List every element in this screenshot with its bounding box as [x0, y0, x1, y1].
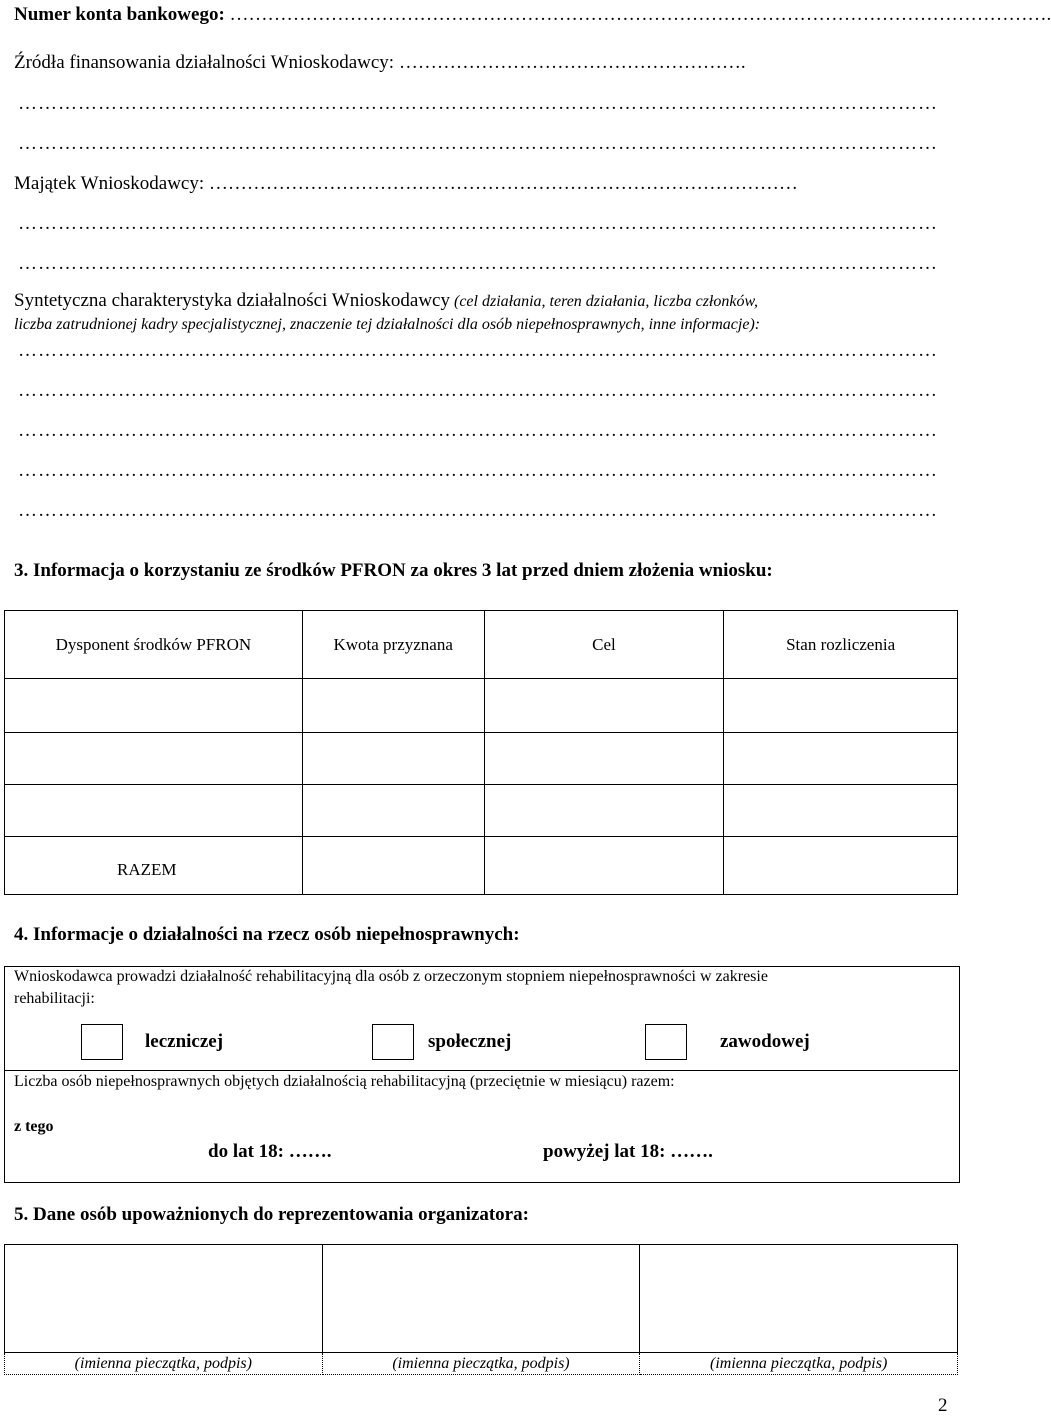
- section4-divider: [4, 1070, 958, 1071]
- table-row: [5, 733, 958, 785]
- table-cell[interactable]: [302, 679, 484, 733]
- funding-row: [14, 52, 746, 74]
- section4-text-1: Wnioskodawca prowadzi działalność rehabilitacyjną dla osób z orzeczonym stopniem niepełnosprawności w zakresie: [14, 968, 768, 985]
- table-cell[interactable]: [302, 837, 484, 895]
- summary-note-1: (cel działania, teren działania, liczba członków,: [453, 293, 758, 310]
- pfron-table: [4, 610, 958, 895]
- section5-heading: 5. Dane osób upoważnionych do reprezentowania organizatora:: [14, 1204, 529, 1225]
- table-cell[interactable]: [484, 785, 724, 837]
- pfron-total-label: RAZEM: [5, 837, 303, 895]
- summary-fill-4[interactable]: …………………………………………………………………………………………………………………………: [18, 460, 938, 481]
- pfron-col-header: Dysponent środków PFRON: [5, 611, 303, 679]
- page-number: 2: [938, 1395, 948, 1416]
- table-cell[interactable]: [302, 733, 484, 785]
- of-which-label: z tego: [14, 1118, 54, 1135]
- funding-fill-3[interactable]: …………………………………………………………………………………………………………………………: [18, 133, 938, 154]
- assets-row: [14, 173, 798, 195]
- zawodowej-label: zawodowej: [720, 1031, 810, 1052]
- pfron-total-row: [5, 837, 958, 895]
- signature-area-row: [5, 1245, 958, 1353]
- table-cell[interactable]: [5, 733, 303, 785]
- signature-area[interactable]: [5, 1245, 323, 1353]
- funding-fill-2[interactable]: …………………………………………………………………………………………………………………………: [18, 93, 938, 114]
- summary-fill-3[interactable]: …………………………………………………………………………………………………………………………: [18, 420, 938, 441]
- table-cell[interactable]: [724, 679, 958, 733]
- signature-caption-row: [5, 1353, 958, 1375]
- bank-account-row: [14, 4, 1051, 26]
- signature-caption: (imienna pieczątka, podpis): [5, 1353, 323, 1375]
- table-cell[interactable]: [724, 837, 958, 895]
- summary-label: Syntetyczna charakterystyka działalności Wnioskodawcy: [14, 290, 450, 311]
- under-18-field[interactable]: do lat 18: …….: [208, 1141, 332, 1162]
- count-label: Liczba osób niepełnosprawnych objętych działalnością rehabilitacyjną (przeciętnie w miesiącu) razem:: [14, 1073, 675, 1090]
- section4-text-2: rehabilitacji:: [14, 990, 95, 1007]
- assets-fill-3[interactable]: …………………………………………………………………………………………………………………………: [18, 253, 938, 274]
- table-cell[interactable]: [724, 785, 958, 837]
- zawodowej-checkbox[interactable]: [645, 1024, 687, 1060]
- pfron-col-header: Kwota przyznana: [302, 611, 484, 679]
- bank-account-fill[interactable]: ………………………………………………………………………………………………………………….: [229, 4, 1051, 25]
- section4-heading: 4. Informacje o działalności na rzecz osób niepełnosprawnych:: [14, 924, 520, 945]
- signatures-table: [4, 1244, 958, 1375]
- summary-fill-5[interactable]: …………………………………………………………………………………………………………………………: [18, 500, 938, 521]
- bank-account-label: Numer konta bankowego:: [14, 4, 225, 25]
- signature-caption: (imienna pieczątka, podpis): [322, 1353, 640, 1375]
- assets-fill-2[interactable]: …………………………………………………………………………………………………………………………: [18, 213, 938, 234]
- assets-label: Majątek Wnioskodawcy:: [14, 173, 205, 194]
- summary-heading-row: [14, 290, 758, 312]
- funding-label: Źródła finansowania działalności Wnioskodawcy:: [14, 52, 395, 73]
- leczniczej-label: leczniczej: [145, 1031, 224, 1052]
- table-cell[interactable]: [484, 733, 724, 785]
- signature-caption: (imienna pieczątka, podpis): [640, 1353, 958, 1375]
- table-cell[interactable]: [484, 837, 724, 895]
- pfron-col-header: Cel: [484, 611, 724, 679]
- table-cell[interactable]: [5, 679, 303, 733]
- assets-fill-1[interactable]: …………………………………………………………………………………: [208, 173, 798, 194]
- table-row: [5, 679, 958, 733]
- table-cell[interactable]: [724, 733, 958, 785]
- over-18-field[interactable]: powyżej lat 18: …….: [543, 1141, 713, 1162]
- summary-fill-1[interactable]: …………………………………………………………………………………………………………………………: [18, 340, 938, 361]
- signature-area[interactable]: [640, 1245, 958, 1353]
- spolecznej-label: społecznej: [428, 1031, 512, 1052]
- table-cell[interactable]: [5, 785, 303, 837]
- table-row: [5, 785, 958, 837]
- section3-heading: 3. Informacja o korzystaniu ze środków PFRON za okres 3 lat przed dniem złożenia wniosku:: [14, 560, 773, 581]
- signature-area[interactable]: [322, 1245, 640, 1353]
- summary-note-2: liczba zatrudnionej kadry specjalistycznej, znaczenie tej działalności dla osób niepełnosprawnych, inne informacje):: [14, 316, 761, 333]
- table-cell[interactable]: [484, 679, 724, 733]
- summary-fill-2[interactable]: …………………………………………………………………………………………………………………………: [18, 380, 938, 401]
- pfron-header-row: [5, 611, 958, 679]
- pfron-col-header: Stan rozliczenia: [724, 611, 958, 679]
- spolecznej-checkbox[interactable]: [372, 1024, 414, 1060]
- table-cell[interactable]: [302, 785, 484, 837]
- leczniczej-checkbox[interactable]: [81, 1024, 123, 1060]
- funding-fill-1[interactable]: ……………………………………………….: [398, 52, 746, 73]
